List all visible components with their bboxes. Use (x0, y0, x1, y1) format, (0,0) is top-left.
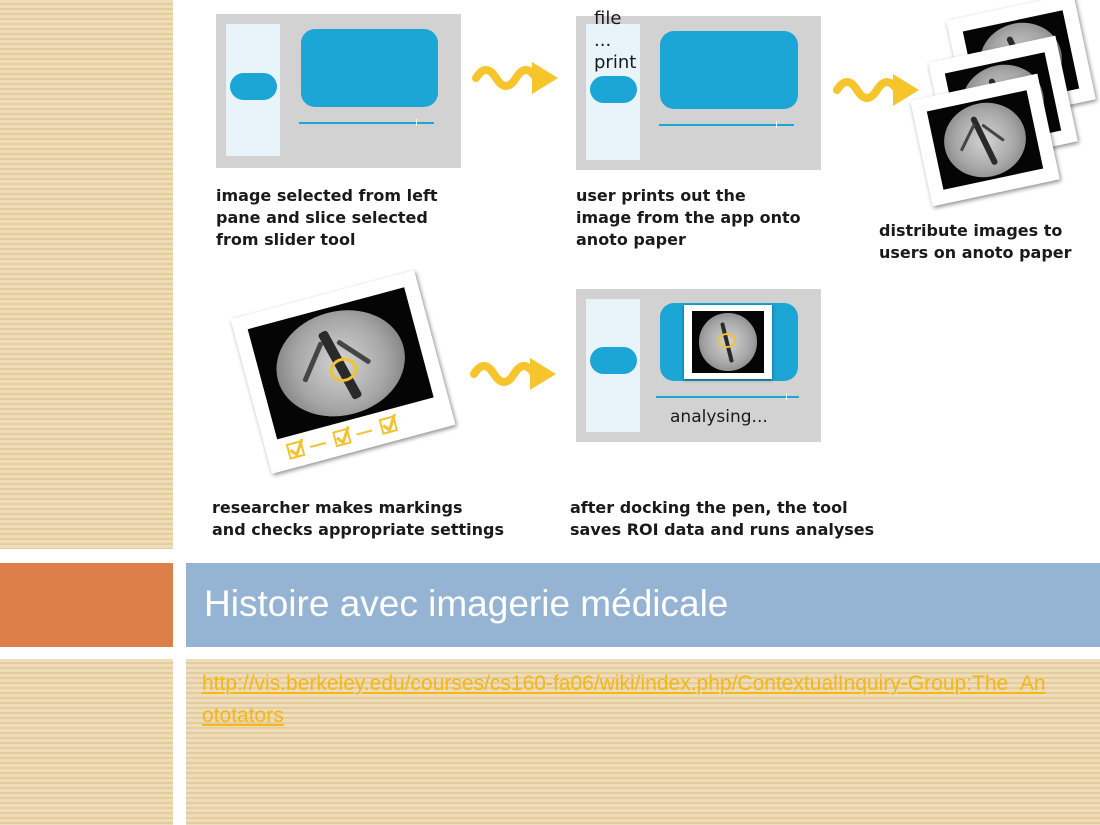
medical-image-icon (692, 311, 764, 373)
main-image-area (301, 29, 438, 107)
slice-slider (659, 124, 794, 126)
annotated-paper (231, 270, 456, 474)
slider-tick (416, 119, 417, 126)
title-bar (186, 563, 1100, 647)
app-screen-step5 (576, 289, 821, 442)
analysing-status: analysing... (670, 407, 768, 427)
slice-slider (299, 122, 434, 124)
step4-caption: researcher makes markings and checks appropriate settings (212, 498, 504, 539)
medical-image-icon (927, 90, 1043, 189)
roi-marking (718, 333, 736, 348)
step5-caption: after docking the pen, the tool saves ROI data and runs analyses (570, 498, 875, 539)
printed-image-paper (910, 74, 1060, 207)
left-decorative-stripes-bottom (0, 659, 173, 825)
main-image-area (660, 31, 798, 109)
source-link[interactable]: http://vis.berkeley.edu/courses/cs160-fa06/wiki/index.php/ContextualInquiry-Group:The_Anototators (202, 672, 1046, 727)
left-pane-image-button (590, 347, 637, 374)
left-pane-image-button (590, 76, 637, 103)
step2-caption: user prints out the image from the app onto anoto paper (576, 186, 801, 249)
workflow-diagram (186, 0, 1100, 549)
file-print-menu-text: file ... print (594, 8, 637, 73)
step3-caption: distribute images to users on anoto paper (879, 221, 1072, 262)
link-area (186, 659, 1100, 825)
step1-caption: image selected from left pane and slice selected from slider tool (216, 186, 438, 249)
left-pane-image-button (230, 73, 277, 100)
slide-title: Histoire avec imagerie médicale (204, 583, 729, 624)
slice-slider (656, 396, 799, 398)
slider-tick (776, 121, 777, 128)
squiggle-arrow-icon (472, 54, 562, 102)
squiggle-arrow-icon (470, 350, 560, 398)
imported-image-paper (684, 305, 772, 379)
squiggle-arrow-icon (833, 66, 923, 114)
slider-tick (786, 393, 787, 400)
app-screen-step1 (216, 14, 461, 168)
left-decorative-stripes-top (0, 0, 173, 549)
left-accent-block (0, 563, 173, 647)
